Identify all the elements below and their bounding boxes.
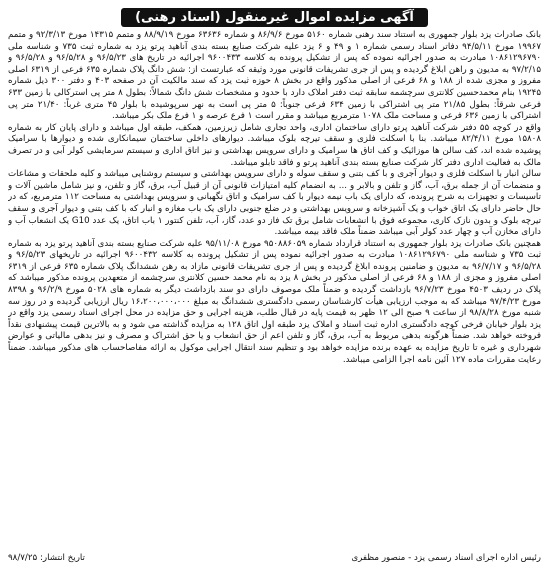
title-row [8,6,541,28]
body-paragraph-1: بانک صادرات یزد بلوار جمهوری به استناد سند رهنی شماره ۵۱۶۰ مورخ ۸۶/۹/۶ و شماره ۶۳۶۳۶ مورخ ۸۸/۹/۱۹ و متمم ۱۴۳۱۵ مورخ ۹۲/۳/۱۳ و متمم ۱۹۹۶۷ مورخ ۹۴/۵/۱۱ دفاتر اسناد رسمی شماره ۱ و ۴۹ و ۶ یزد علیه شرکت صنایع بسته بندی آناهید پرتو یزد به شماره ثبت ۷۳۵ و شناسه ملی ۱۰۸۶۱۲۹۶۷۹۰ مبادرت به صدور اجرائیه نموده که پس از تشکیل پرونده به کلاسه ۹۶۰۰۴۳۳ اجرائیه در تاریخ های ۹۶/۵/۲۳ و ۹۶/۵/۲۸ و ۹۶/۵/۲۸ و ۹۷/۲/۱۵ به مدیون و راهن ابلاغ گردیده و پس از جری تشریفات قانونی مورد وثیقه که عبارتست از: شش دانگ پلاک شماره ۶۳۵ فرعی از ۶۳۱۹ اصلی مفروز و مجزی شده از ۱۸۸ و ۶۸ فرعی از اصلی مذکور واقع در بخش ۸ حوزه ثبت یزد که سند مالکیت آن در صفحه ۴۰۳ و دفتر ۳۰۰ ذیل شماره ۱۹۲۴۵ بنام محمدحسین کلانتری سرچشمه سابقه ثبت دفتر املاک دارد با حدود و مشخصات شش دانگ شمالاً: بطول ۸ متر پی استرکالی با زمین ۶۳۳ فرعی شرقاً: بطول ۲۱/۸۵ متر پی اشتراکی با زمین ۶۳۴ فرعی جنوباً: ۵ متر پی است به نهر سرپوشیده با بلوار ۴۵ متری غرباً: ۲۱/۴۰ متر پی اشتراکی با زمین ۶۳۶ فرعی و مساحت ملک ۱۰۷۸ مترمربع میباشد و مقرر است ۱ فرع عرصه و ۱ فرع ملک بکر میباشد. [8,30,541,122]
notice-title: آگهی مزایده اموال غیرمنقول (اسناد رهنی) [121,8,428,27]
signature-line: رئیس اداره اجرای اسناد رسمی یزد - منصور مظفری [351,553,541,563]
publish-date: تاریخ انتشار: ۹۸/۷/۲۵ [8,553,85,563]
notice-body [8,30,541,550]
notice-footer [8,552,541,564]
body-paragraph-3: سالن انبار با اسکلت فلزی و دیوار آجری و با کف بتنی و سقف سوله و دارای سرویس بهداشتی و سیستم روشنایی میباشد و کلیه ملحقات و مشاعات و منضمات آن از جمله برق، آب، گاز و تلفن و بالابر و ... به انضمام کلیه امتیازات قانونی آن از قبیل آب، برق، گاز و تلفن، و نیز شامل ماشین آلات و تاسیسات و تجهیزات به شرح پرونده، که دارای یک باب نیمه دیوار با کف سرامیک و اتاق نگهبانی و سرویس بهداشتی به مساحت ۱۱۲ مترمربع، که در حال حاضر دارای یک اتاق خواب و یک آشپزخانه و سرویس بهداشتی و در ضلع جنوبی دارای یک باب مغازه و انبار که با کف بتنی و دیوار آجری و سقف تیرچه بلوک و بدون نازک کاری، مجموعه فوق با انشعابات شامل برق تک فاز دو عدد، گاز، آب، تلفن کنتور ۱ باب اتاق، یک عدد G10 یک انشعاب آب و دارای مخازن آب و چهار عدد کولر آبی میباشد ضمناً ملک فاقد بیمه میباشد. [8,169,541,238]
body-paragraph-4: همچنین بانک صادرات یزد بلوار جمهوری به استناد قرارداد شماره ۹۵۰۸۸۶۰۵۹ مورخ ۹۵/۱۱/۰۸ علیه شرکت صنایع بسته بندی آناهید پرتو یزد به شماره ثبت ۷۳۵ و شناسه ملی ۱۰۸۶۱۲۹۶۷۹۰ مبادرت به صدور اجرائیه نموده پس از تشکیل پرونده به کلاسه ۹۶۰۰۴۳۲ اجرائیه در تاریخهای ۹۶/۵/۲۳ و ۹۶/۵/۲۸ و ۹۶/۷/۱۷ به مدیون و ضامنین پرونده ابلاغ گردیده و پس از جری تشریفات قانونی مازاد به رهن ششدانگ پلاک شماره ۶۳۵ فرعی از ۶۳۱۹ اصلی مفروز و مجزی از ۱۸۸ و ۶۸ فرعی از اصلی مذکور در بخش ۸ یزد به نام محمد حسین کلانتری سرچشمه از متعهدین پرونده مذکور میباشد که پلاک در ردیف ۴۵۰۳ مورخ ۹۶/۷/۲۳ بازداشت گردیده و ضمناً ملک موصوف دارای دو سند بازداشت دیگر به شماره های ۵۰۲۸ مورخ ۹۶/۲/۹ و ۸۳۹۸ مورخ ۹۷/۴/۲۳ میباشد که به موجب ارزیابی هیأت کارشناسان رسمی دادگستری ششدانگ به مبلغ ۱۶،۲۰۰،۰۰۰،۰۰۰ ریال ارزیابی گردیده و در روز سه شنبه مورخ ۹۸/۸/۲۸ از ساعت ۹ صبح الی ۱۲ ظهر به قیمت پایه در قبال طلب، هزینه اجرایی و حق مزایده در محل اجرای اسناد رسمی یزد واقع در یزد بلوار خیابان فرخی کوچه دادگستری اداره ثبت اسناد و املاک یزد طبقه اول اتاق ۱۲۸ به مزایده گذاشته می شود و به بالاترین قیمت پیشنهادی نقداً فروخته خواهد شد. ضمناً هرگونه بدهی مربوط به آب، برق، گاز و تلفن اعم از حق انشعاب و یا حق اشتراک و مصرف و نیز بدهی مالیاتی و عوارض شهرداری و غیره تا تاریخ مزایده به عهده برنده مزایده خواهد بود و تنظیم سند انتقال اجرایی موکول به ارائه مفاصاحساب های مذکور میباشد. ضمناً رعایت مقررات ماده ۱۲۷ آئین نامه اجرا الزامی میباشد. [8,238,541,365]
body-paragraph-2: واقع در کوچه ۵۵ دفتر شرکت آناهید پرتو دارای ساختمان اداری، واحد تجاری شامل زیرزمین، همکف، طبقه اول میباشد و دارای پایان کار به شماره ۱۵۸۰۸ مورخ ۸۲/۴/۱۱ میباشد. بنا با اسکلت فلزی و سقف تیرچه بلوک میباشد. دیوارهای داخلی ساختمان سیمانکاری شده و دیوارها با سرامیک پوشیده شده اند، کف سالن ها موزائیک و کف اتاق ها سرامیک و دارای سرویس بهداشتی و نیز اتاق اداری و سیستم سرمایشی کولر آبی و در تصرف مالک به فعالیت اداری دفتر کار شرکت صنایع بسته بندی آناهید پرتو و فاقد تابلو میباشد. [8,122,541,168]
